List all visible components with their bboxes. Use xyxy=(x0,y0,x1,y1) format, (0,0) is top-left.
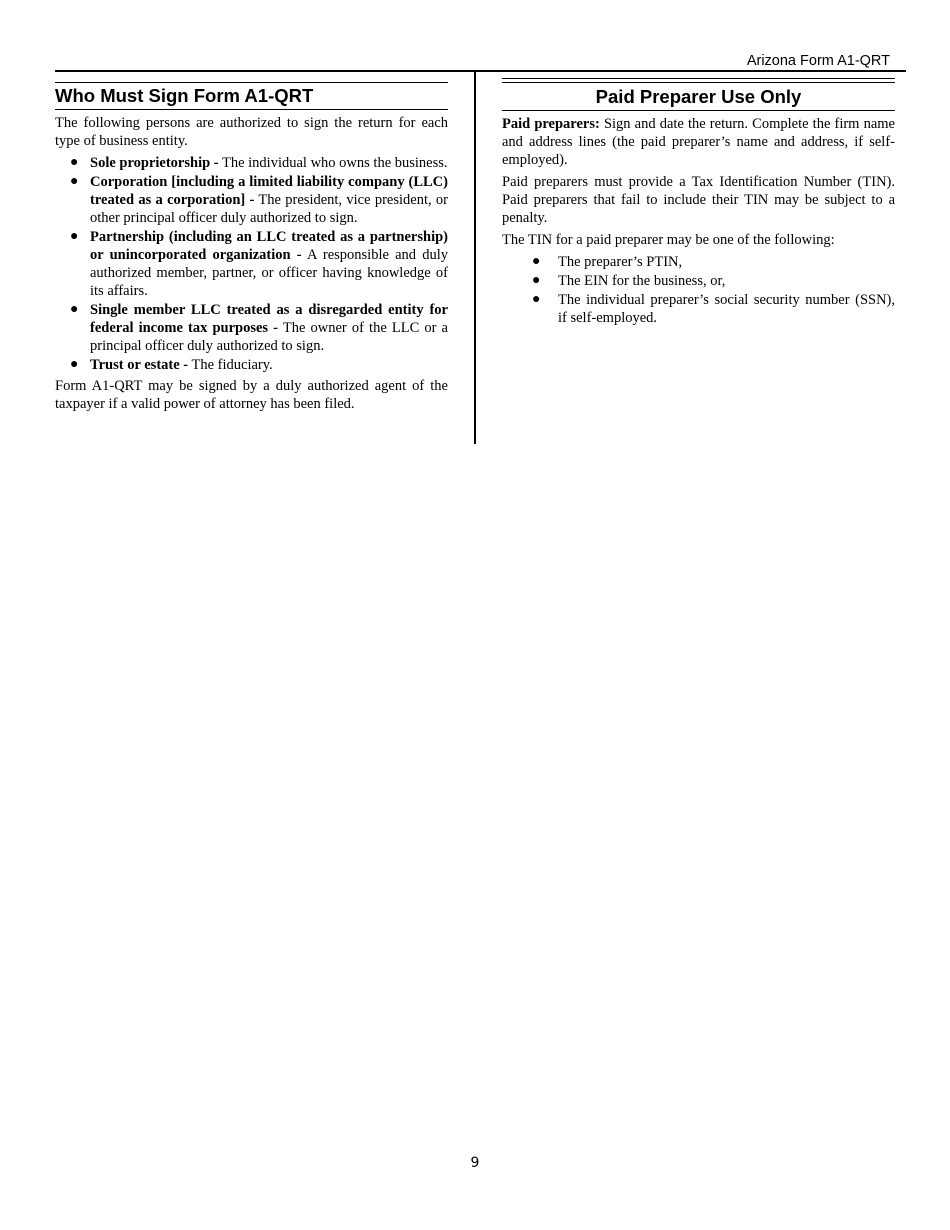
list-item xyxy=(55,154,448,172)
bullet-icon: ● xyxy=(70,155,79,170)
list-item xyxy=(502,291,895,327)
tin-options-intro: The TIN for a paid preparer may be one of the following: xyxy=(502,232,835,248)
form-label: Arizona Form A1-QRT xyxy=(746,53,890,69)
list-item-text: The EIN for the business, or, xyxy=(558,273,726,289)
list-item-text: The president, vice president, or other principal officer duly authorized to sign. xyxy=(90,192,448,226)
list-item xyxy=(55,173,448,227)
list-item-term: Corporation [including a limited liability company (LLC) treated as a corporation] - xyxy=(90,174,448,208)
bullet-icon: ● xyxy=(70,302,79,317)
list-item xyxy=(55,228,448,300)
tin-requirement-paragraph: Paid preparers must provide a Tax Identification Number (TIN). Paid preparers that fail to include their TIN may be subject to a penalty. xyxy=(502,174,895,226)
list-item-text: The owner of the LLC or a principal officer duly authorized to sign. xyxy=(90,320,448,354)
list-item-text: A responsible and duly authorized member, partner, or officer having knowledge of its affairs. xyxy=(90,247,448,299)
list-item-text: The fiduciary. xyxy=(188,357,273,373)
list-item xyxy=(55,356,448,374)
bullet-icon: ● xyxy=(70,229,79,244)
list-item-term: Sole proprietorship - xyxy=(90,155,219,171)
paid-preparer-heading: Paid Preparer Use Only xyxy=(502,82,895,110)
bullet-icon: ● xyxy=(532,292,541,307)
who-must-sign-closing: Form A1-QRT may be signed by a duly authorized agent of the taxpayer if a valid power of attorney has been filed. xyxy=(55,378,448,412)
bullet-icon: ● xyxy=(532,254,541,269)
paid-preparer-paragraph xyxy=(502,115,895,169)
page-number: 9 xyxy=(470,1155,480,1171)
list-item-term: Single member LLC treated as a disregarded entity for federal income tax purposes - xyxy=(90,302,448,336)
paid-preparers-text: Sign and date the return. Complete the firm name and address lines (the paid preparer’s name and address, if self-employed). xyxy=(502,116,895,168)
tin-options-list xyxy=(502,253,895,327)
signer-list xyxy=(55,154,448,374)
paid-preparers-term: Paid preparers: xyxy=(502,116,600,132)
list-item-text: The preparer’s PTIN, xyxy=(558,254,683,270)
who-must-sign-heading: Who Must Sign Form A1-QRT xyxy=(55,82,448,110)
right-column xyxy=(502,72,895,330)
left-column xyxy=(55,72,448,417)
list-item-text: The individual preparer’s social security number (SSN), if self-employed. xyxy=(558,292,895,326)
list-item-text: The individual who owns the business. xyxy=(218,155,448,171)
list-item-term: Partnership (including an LLC treated as a partnership) or unincorporated organization - xyxy=(90,229,448,263)
bullet-icon: ● xyxy=(532,273,541,288)
bullet-icon: ● xyxy=(70,174,79,189)
list-item xyxy=(502,272,895,290)
list-item xyxy=(502,253,895,271)
list-item xyxy=(55,301,448,355)
paid-preparer-heading-box xyxy=(502,78,895,111)
list-item-term: Trust or estate - xyxy=(90,357,189,373)
who-must-sign-intro: The following persons are authorized to sign the return for each type of business entity. xyxy=(55,115,448,149)
column-divider xyxy=(474,72,476,444)
bullet-icon: ● xyxy=(70,357,79,372)
